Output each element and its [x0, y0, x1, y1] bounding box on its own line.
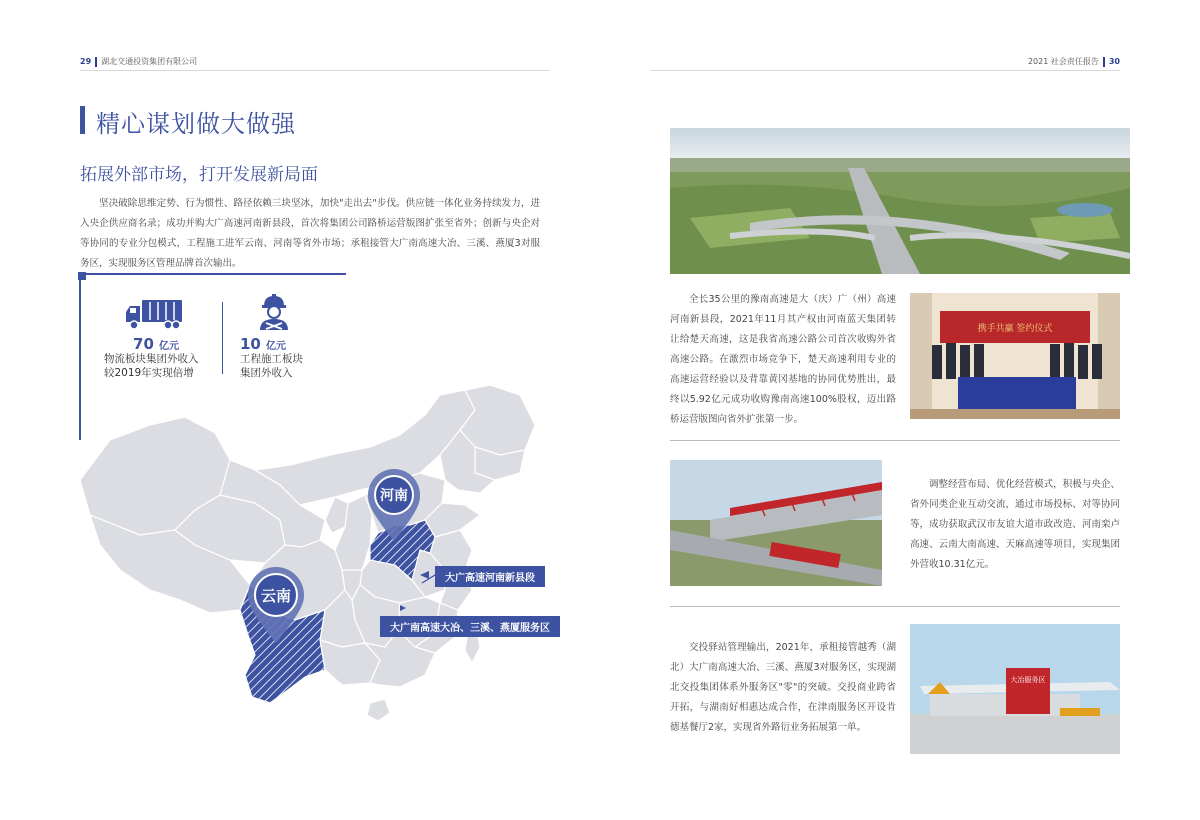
stat-unit: 亿元 — [158, 341, 179, 352]
stat-desc-line: 较2019年实现倍增 — [104, 367, 194, 379]
pin-henan-label: 河南 — [380, 488, 408, 504]
highway-aerial-photo — [670, 128, 1130, 274]
province-hainan — [367, 699, 390, 721]
stat-desc-line: 工程施工板块 — [240, 353, 303, 365]
worker-icon — [254, 292, 294, 332]
title-accent-bar — [80, 106, 85, 134]
stat-logistics-desc — [104, 352, 214, 380]
left-header-rule — [80, 70, 550, 71]
stat-logistics — [100, 334, 212, 353]
callout-henan: 大广高速河南新县段 — [435, 566, 545, 587]
divider-1 — [670, 440, 1120, 441]
block-1-text: 全长35公里的豫南高速是大（庆）广（州）高速河南新县段，2021年11月其产权由河南蓝天集团转让给楚天高速，这是我省高速公路公司首次收购外省高速公路。在激烈市场竞争下，楚天高速利用专业的高速运营经验以及背靠黄冈基地的协同优势胜出，最终以5.92亿元成功收购豫南高速100%股权，迈出路桥运营版图向省外扩张第一步。 — [670, 294, 896, 425]
divider-2 — [670, 606, 1120, 607]
stat-value: 10 — [240, 335, 261, 353]
right-page-number: 30 — [1108, 57, 1120, 66]
left-running-header — [80, 56, 197, 67]
signing-banner-text: 携手共赢 签约仪式 — [977, 324, 1053, 334]
stat-construction — [240, 334, 300, 353]
stat-value: 70 — [133, 335, 154, 353]
service-area-sign-text: 大冶服务区 — [1010, 676, 1046, 684]
stat-construction-desc — [240, 352, 340, 380]
service-area-photo — [910, 624, 1120, 754]
stat-desc-line: 集团外收入 — [240, 367, 293, 379]
left-page-number: 29 — [80, 57, 92, 66]
china-map — [80, 385, 550, 745]
stat-unit: 亿元 — [265, 341, 286, 352]
bridge-construction-photo — [670, 460, 882, 586]
signing-ceremony-photo — [910, 293, 1120, 419]
right-report-title: 2021 社会责任报告 — [1027, 57, 1099, 66]
stats-divider — [222, 302, 223, 374]
header-divider — [1103, 57, 1105, 67]
section-intro: 坚决破除思维定势、行为惯性、路径依赖三块坚冰，加快"走出去"步伐。供应链一体化业务持续发力，进入央企供应商名录；成功并购大广高速河南新县段，首次将集团公司路桥运营版图扩张至省外；创新与央企对等协同的专业分包模式，工程施工进军云南、河南等省外市场；承租接管大广南高速大冶、三溪、燕厦3对服务区，实现服务区管理品牌首次输出。 — [80, 198, 540, 269]
left-company-name: 湖北交通投资集团有限公司 — [101, 57, 198, 66]
stat-desc-line: 物流板块集团外收入 — [104, 353, 199, 365]
right-header-rule — [650, 70, 1120, 71]
block-3-text: 交投驿站管理输出，2021年，承租接管越秀（湖北）大广南高速大冶、三溪、燕厦3对服务区，实现湖北交投集团体系外服务区"零"的突破。交投商业跨省开拓，与湖南好相惠达成合作，在津南服务区开设肯德基餐厅2家，实现省外路衍业务拓展第一单。 — [670, 642, 896, 733]
pin-yunnan-label: 云南 — [260, 587, 292, 605]
section-subtitle: 拓展外部市场，打开发展新局面 — [80, 165, 318, 185]
right-running-header — [1028, 56, 1120, 67]
section-title: 精心谋划做大做强 — [96, 110, 296, 138]
block-2-text: 调整经营布局、优化经营模式，积极与央企、省外同类企业互动交流，通过市场投标、对等协同等，成功获取武汉市友谊大道市政改造、河南栾卢高速、云南大南高速、天麻高速等项目，实现集团外营收10.31亿元。 — [910, 479, 1120, 570]
header-divider — [95, 57, 97, 67]
callout-yunnan: 大广南高速大冶、三溪、燕厦服务区 — [380, 616, 560, 637]
truck-icon — [124, 298, 184, 332]
